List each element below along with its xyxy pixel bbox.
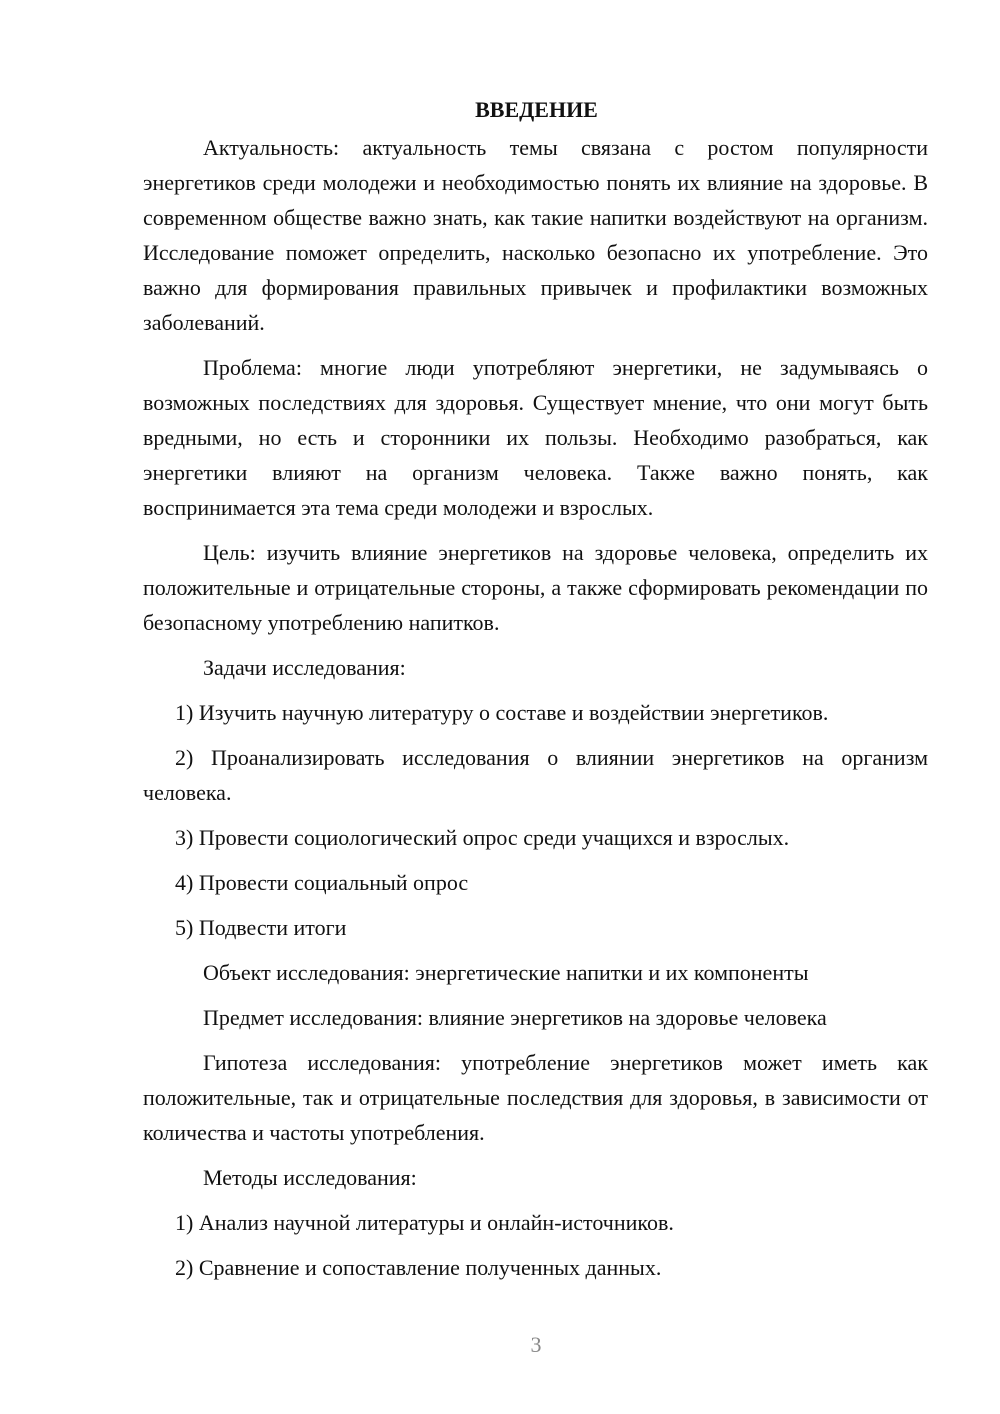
relevance-paragraph: Актуальность: актуальность темы связана с ростом популярности энергетиков среди молодежи и необходимостью понять их влияние на здоровье. В современном обществе важно знать, как такие напитки воздействуют на организм. Исследование поможет определить, насколько безопасно их употребление. Это важно для формирования правильных привычек и профилактики возможных заболеваний.	[143, 135, 928, 335]
task-item: 4) Провести социальный опрос	[175, 870, 469, 895]
goal-paragraph: Цель: изучить влияние энергетиков на здоровье человека, определить их положительные и отрицательные стороны, а также сформировать рекомендации по безопасному употреблению напитков.	[143, 540, 928, 635]
tasks-title: Задачи исследования:	[203, 655, 406, 680]
method-item: 1) Анализ научной литературы и онлайн-источников.	[175, 1210, 674, 1235]
hypothesis-paragraph: Гипотеза исследования: употребление энергетиков может иметь как положительные, так и отрицательные последствия для здоровья, в зависимости от количества и частоты употребления.	[143, 1050, 928, 1145]
research-object: Объект исследования: энергетические напитки и их компоненты	[203, 960, 809, 985]
methods-title: Методы исследования:	[203, 1165, 417, 1190]
method-item: 2) Сравнение и сопоставление полученных данных.	[175, 1255, 662, 1280]
task-item: 3) Провести социологический опрос среди учащихся и взрослых.	[175, 825, 790, 850]
task-item: 2) Проанализировать исследования о влиянии энергетиков на организм человека.	[143, 745, 928, 805]
problem-paragraph: Проблема: многие люди употребляют энергетики, не задумываясь о возможных последствиях для здоровья. Существует мнение, что они могут быть вредными, но есть и сторонники их пользы. Необходимо разобраться, как энергетики влияют на организм человека. Также важно понять, как воспринимается эта тема среди молодежи и взрослых.	[143, 355, 928, 520]
page-content	[143, 92, 928, 1295]
task-item: 5) Подвести итоги	[175, 915, 347, 940]
page-number: 3	[530, 1332, 542, 1357]
task-item: 1) Изучить научную литературу о составе и воздействии энергетиков.	[175, 700, 829, 725]
research-subject: Предмет исследования: влияние энергетиков на здоровье человека	[203, 1005, 827, 1030]
section-heading: ВВЕДЕНИЕ	[475, 97, 598, 122]
